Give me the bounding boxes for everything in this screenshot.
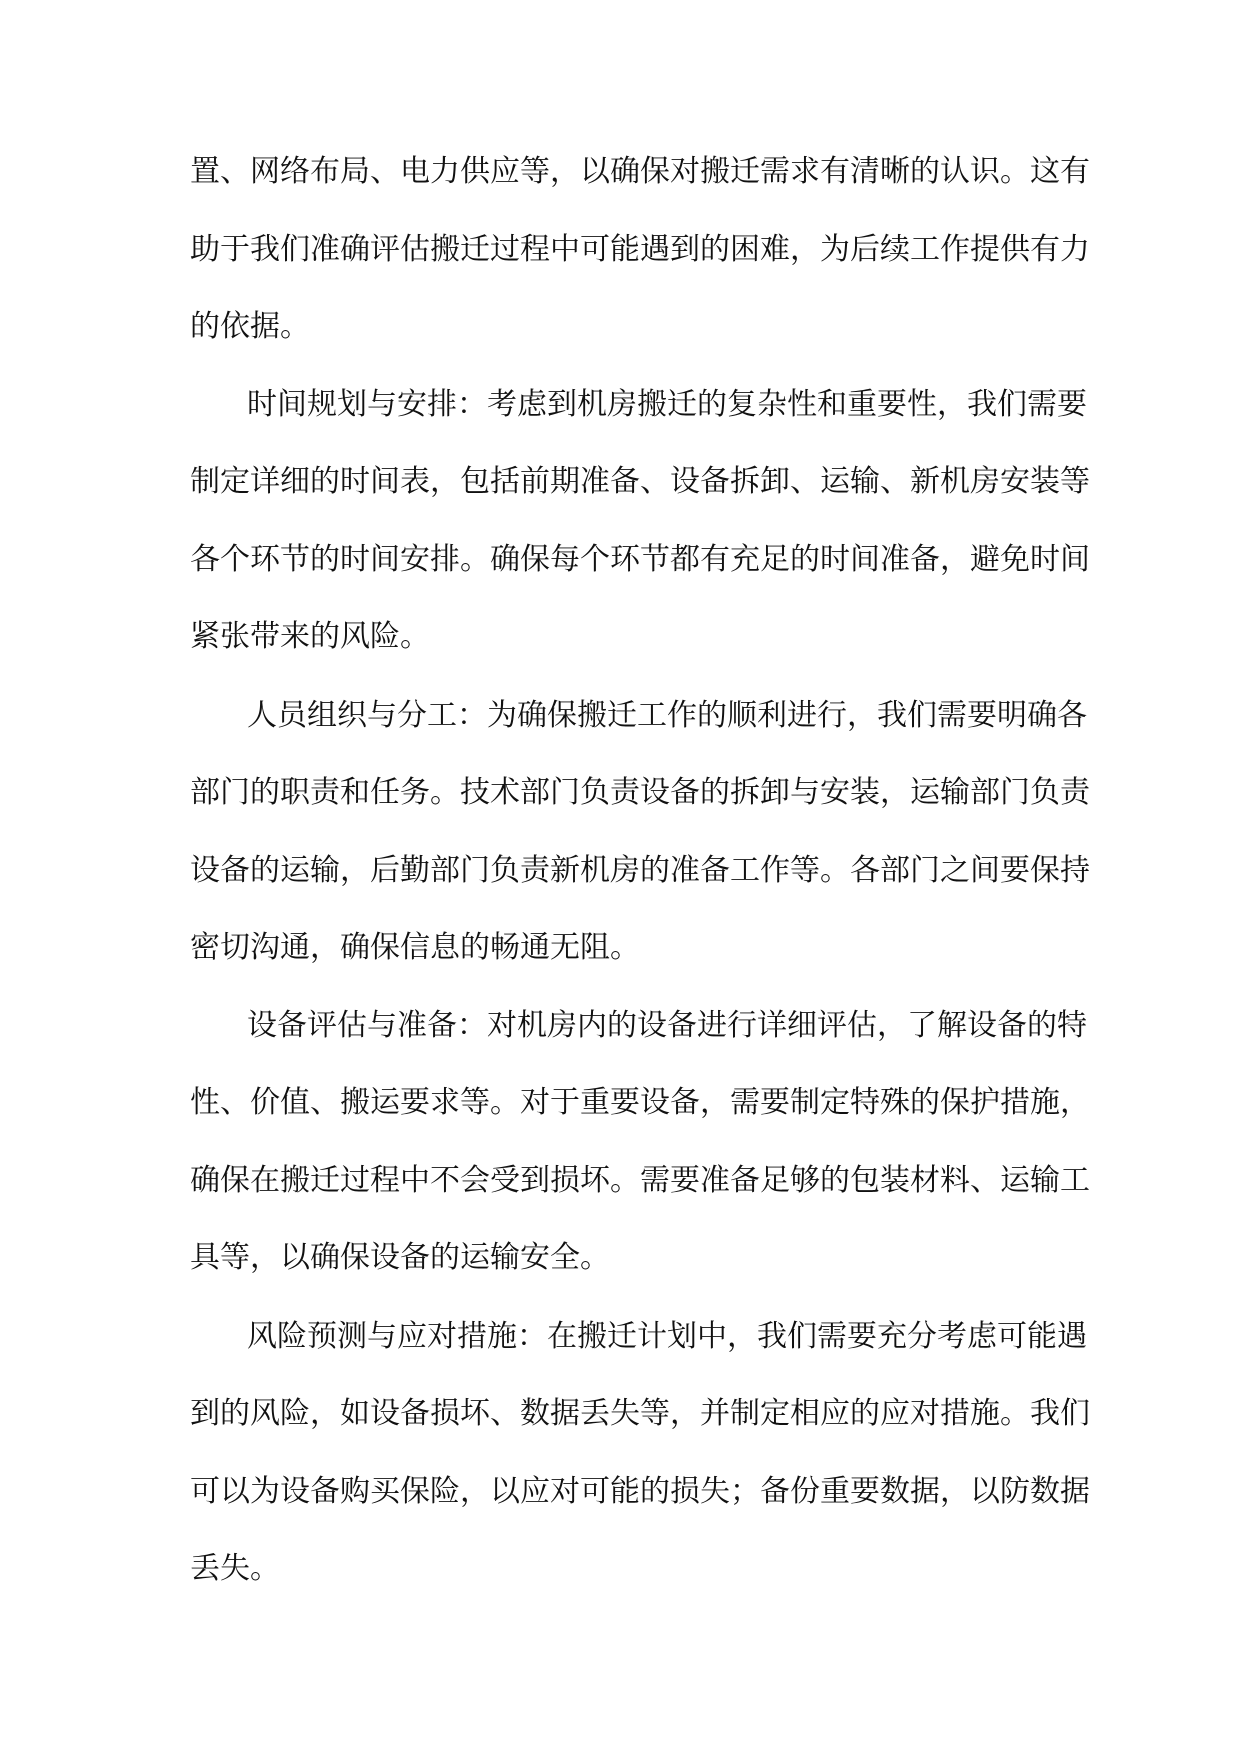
text-line: 到的风险，如设备损坏、数据丢失等，并制定相应的应对措施。我们 xyxy=(190,1396,1090,1431)
text-line: 性、价值、搬运要求等。对于重要设备，需要制定特殊的保护措施， xyxy=(190,1085,1090,1120)
text-line: 助于我们准确评估搬迁过程中可能遇到的困难，为后续工作提供有力 xyxy=(190,232,1090,267)
text-line: 可以为设备购买保险，以应对可能的损失；备份重要数据，以防数据 xyxy=(190,1474,1090,1509)
text-line: 部门的职责和任务。技术部门负责设备的拆卸与安装，运输部门负责 xyxy=(190,775,1090,810)
text-line: 紧张带来的风险。 xyxy=(190,619,430,654)
paragraph-first-line: 时间规划与安排：考虑到机房搬迁的复杂性和重要性，我们需要 xyxy=(247,387,1087,422)
text-line: 置、网络布局、电力供应等，以确保对搬迁需求有清晰的认识。这有 xyxy=(190,154,1090,189)
text-line: 制定详细的时间表，包括前期准备、设备拆卸、运输、新机房安装等 xyxy=(190,464,1090,499)
text-line: 密切沟通，确保信息的畅通无阻。 xyxy=(190,930,640,965)
text-line: 设备的运输，后勤部门负责新机房的准备工作等。各部门之间要保持 xyxy=(190,853,1090,888)
text-line: 丢失。 xyxy=(190,1551,280,1586)
paragraph-first-line: 设备评估与准备：对机房内的设备进行详细评估，了解设备的特 xyxy=(247,1008,1087,1043)
paragraph-first-line: 人员组织与分工：为确保搬迁工作的顺利进行，我们需要明确各 xyxy=(247,698,1087,733)
text-line: 具等，以确保设备的运输安全。 xyxy=(190,1240,610,1275)
paragraph-first-line: 风险预测与应对措施：在搬迁计划中，我们需要充分考虑可能遇 xyxy=(247,1319,1087,1354)
text-line: 确保在搬迁过程中不会受到损坏。需要准备足够的包装材料、运输工 xyxy=(190,1163,1090,1198)
text-line: 各个环节的时间安排。确保每个环节都有充足的时间准备，避免时间 xyxy=(190,542,1090,577)
text-line: 的依据。 xyxy=(190,309,310,344)
